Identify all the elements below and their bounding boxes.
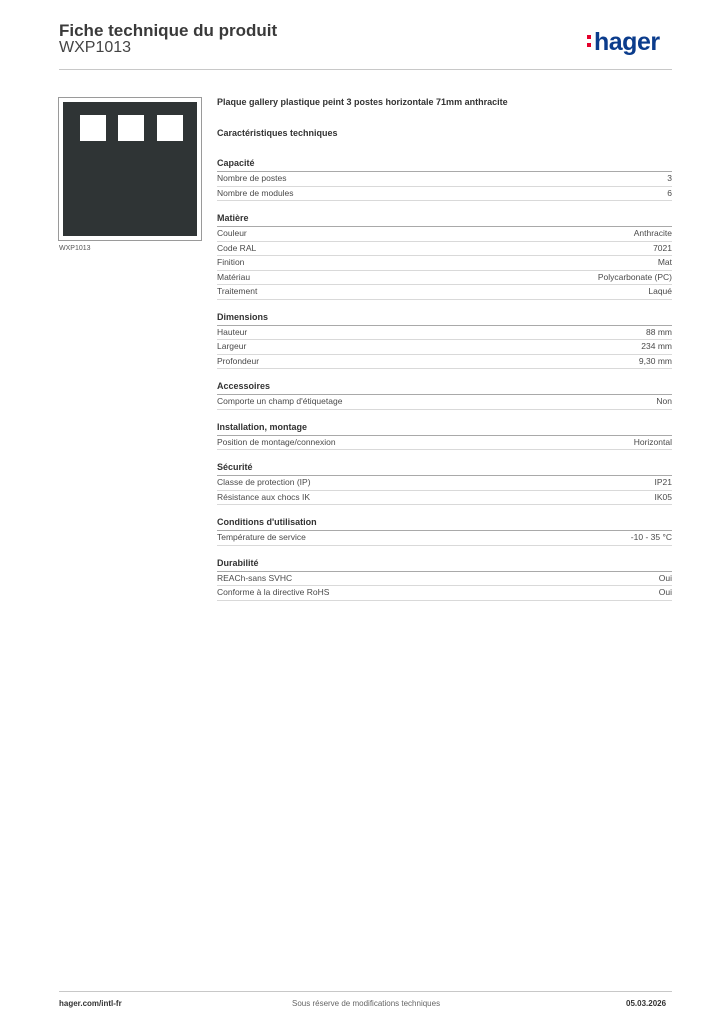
plate-opening-1: [80, 115, 106, 141]
spec-group: [217, 381, 672, 410]
spec-label: Résistance aux chocs IK: [217, 491, 311, 502]
spec-label: Hauteur: [217, 326, 248, 337]
spec-group: [217, 158, 672, 201]
spec-row: [217, 242, 672, 257]
spec-label: Nombre de postes: [217, 173, 287, 183]
spec-row: [217, 285, 672, 300]
spec-group-title: Installation, montage: [217, 422, 672, 436]
plate-opening-2: [118, 115, 144, 141]
spec-label: Classe de protection (IP): [217, 477, 311, 487]
spec-label: Largeur: [217, 341, 247, 351]
spec-value: Anthracite: [633, 228, 672, 238]
spec-group-title: Accessoires: [217, 381, 672, 395]
product-reference: WXP1013: [59, 39, 132, 56]
specs-heading: Caractéristiques techniques: [217, 128, 338, 138]
spec-value: Polycarbonate (PC): [597, 271, 672, 282]
spec-label: Traitement: [217, 286, 258, 296]
spec-group: [217, 517, 672, 546]
spec-label: Nombre de modules: [217, 187, 294, 198]
spec-row: [217, 172, 672, 187]
spec-content: [217, 97, 672, 601]
spec-row: [217, 227, 672, 242]
spec-group-title: Matière: [217, 213, 672, 227]
spec-label: Conforme à la directive RoHS: [217, 587, 330, 597]
footer-date: 05.03.2026: [626, 999, 667, 1008]
hager-logo[interactable]: [594, 28, 660, 57]
spec-group-title: Dimensions: [217, 312, 672, 326]
spec-label: Code RAL: [217, 242, 257, 253]
spec-group: [217, 213, 672, 300]
spec-row: [217, 395, 672, 410]
logo-text: hager: [594, 28, 660, 56]
document-title: Fiche technique du produit: [59, 21, 278, 40]
spec-group-title: Durabilité: [217, 558, 672, 572]
product-image: [58, 97, 202, 241]
spec-value: Oui: [658, 587, 672, 597]
spec-row: [217, 355, 672, 370]
spec-group: [217, 422, 672, 451]
spec-label: REACh-sans SVHC: [217, 572, 293, 583]
spec-value: Non: [656, 396, 672, 406]
spec-group: [217, 462, 672, 505]
spec-group-title: Capacité: [217, 158, 672, 172]
spec-value: 3: [667, 173, 672, 183]
product-image-caption: WXP1013: [59, 245, 91, 252]
spec-value: 7021: [653, 242, 672, 253]
spec-value: Horizontal: [633, 436, 672, 447]
spec-label: Profondeur: [217, 355, 260, 366]
product-description: Plaque gallery plastique peint 3 postes horizontale 71mm anthracite: [217, 97, 508, 107]
spec-value: 88 mm: [646, 326, 672, 337]
spec-label: Matériau: [217, 271, 251, 282]
header-divider: [59, 69, 672, 70]
spec-value: IP21: [654, 477, 672, 487]
spec-row: [217, 572, 672, 587]
spec-value: IK05: [654, 491, 672, 502]
footer-notice: Sous réserve de modifications techniques: [292, 999, 441, 1008]
switch-plate-illustration: [63, 102, 197, 236]
spec-value: 9,30 mm: [638, 355, 672, 366]
spec-label: Position de montage/connexion: [217, 436, 336, 447]
spec-label: Finition: [217, 257, 245, 267]
spec-value: Oui: [658, 572, 672, 583]
spec-group: [217, 312, 672, 370]
spec-group-title: Conditions d'utilisation: [217, 517, 672, 531]
spec-row: [217, 476, 672, 491]
spec-row: [217, 586, 672, 601]
spec-row: [217, 187, 672, 202]
spec-row: [217, 256, 672, 271]
spec-row: [217, 491, 672, 506]
spec-label: Couleur: [217, 228, 247, 238]
spec-row: [217, 436, 672, 451]
spec-row: [217, 326, 672, 341]
spec-value: 234 mm: [641, 341, 672, 351]
spec-label: Comporte un champ d'étiquetage: [217, 396, 343, 406]
footer-website-link[interactable]: hager.com/intl-fr: [59, 999, 122, 1008]
spec-value: Laqué: [648, 286, 672, 296]
spec-groups: [217, 158, 672, 601]
spec-row: [217, 271, 672, 286]
spec-value: 6: [667, 187, 672, 198]
plate-opening-3: [157, 115, 183, 141]
spec-value: -10 - 35 °C: [630, 532, 672, 542]
logo-dots-icon: [587, 35, 591, 51]
spec-group: [217, 558, 672, 601]
spec-row: [217, 531, 672, 546]
spec-value: Mat: [657, 257, 672, 267]
footer-divider: [59, 991, 672, 992]
spec-row: [217, 340, 672, 355]
spec-label: Température de service: [217, 532, 306, 542]
spec-group-title: Sécurité: [217, 462, 672, 476]
